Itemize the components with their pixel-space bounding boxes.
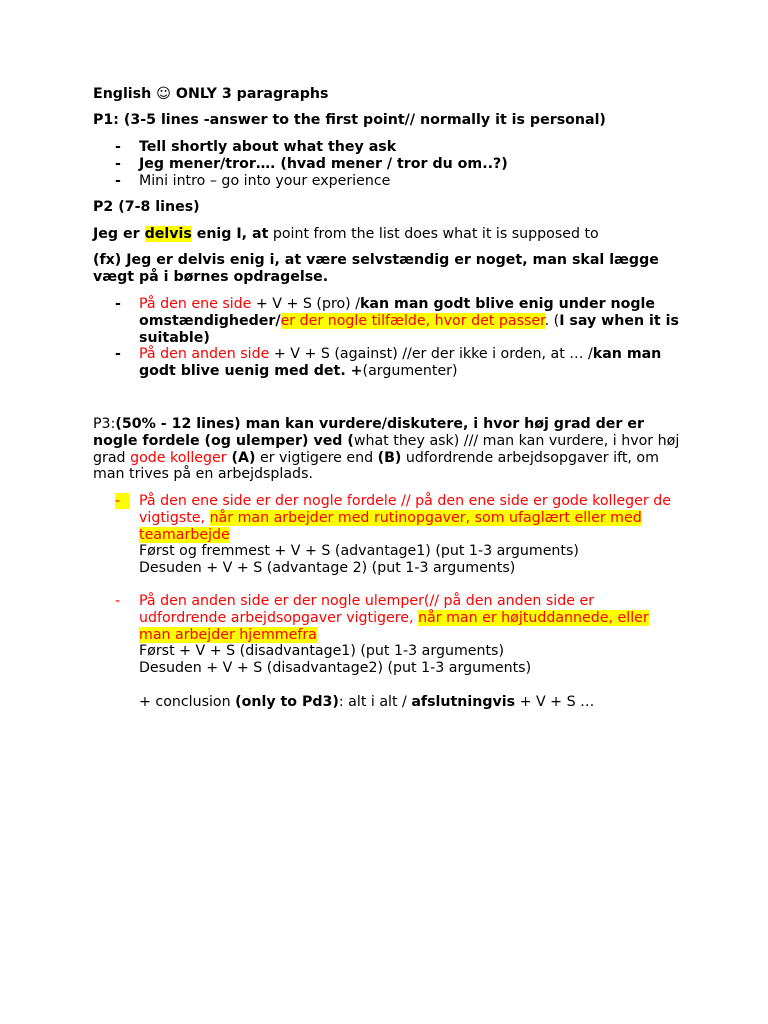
p3-bullet-1-highlight: når man arbejder med rutinopgaver, som ufaglært eller med teamarbejde [139, 509, 642, 543]
p3-bullet-2-highlight: når man er højtuddannede, eller man arbejder hjemmefra [139, 609, 649, 643]
p1-bullet-2-text: Jeg mener/tror…. (hvad mener / tror du om..?) [139, 156, 508, 172]
p3-intro-a: (A) [226, 449, 256, 466]
document-title: English ☺ ONLY 3 paragraphs [93, 86, 329, 102]
bullet-marker [115, 493, 139, 510]
conclusion-plain: + conclusion [139, 694, 236, 710]
p2-bullet-1-bold-2: I say when it is suitable) [139, 312, 679, 346]
p2-statement-start: Jeg er [93, 226, 145, 242]
p3-intro [93, 416, 683, 483]
p3-bullet-1-red: På den ene side er der nogle fordele // på den ene side er gode kolleger de vigtigste, [139, 493, 671, 526]
p2-bullet-2 [93, 346, 683, 380]
p3-intro-plain-2: er vigtigere end [255, 449, 378, 466]
bullet-marker: - [115, 593, 121, 609]
conclusion-plain-3: + V + S … [515, 694, 595, 710]
conclusion-plain-2: : alt i alt / [338, 694, 412, 710]
p3-bullet-1-line-3: Desuden + V + S (advantage 2) (put 1-3 arguments) [139, 560, 516, 577]
p2-bullet-1-plain: + V + S (pro) / [251, 296, 360, 312]
p3-bullet-1 [93, 493, 683, 577]
bullet-marker: - [115, 173, 121, 189]
p3-intro-bold: (50% - 12 lines) man kan vurdere/diskutere, i hvor høj grad der er nogle fordele (og ulemper) ved ( [93, 416, 644, 449]
p2-statement-end: point from the list does what it is supposed to [268, 226, 599, 242]
p3-bullet-2-line-3: Desuden + V + S (disadvantage2) (put 1-3 arguments) [139, 660, 532, 677]
bullet-marker: - [115, 346, 121, 362]
bullet-marker-highlight: - [115, 493, 130, 509]
p2-bullet-2-bold: kan man godt blive uenig med det. + [139, 346, 662, 379]
p1-bullet-1 [93, 139, 683, 156]
bullet-marker: - [115, 296, 121, 312]
p2-bullet-2-plain: + V + S (against) //er der ikke i orden, at … / [269, 346, 593, 362]
p3-label: P3: [93, 416, 116, 432]
p2-bullet-2-plain-2: (argumenter) [362, 362, 458, 379]
p3-bullet-2-line-2: Først + V + S (disadvantage1) (put 1-3 arguments) [139, 643, 504, 660]
bullet-marker: - [115, 156, 121, 172]
p2-bullet-2-text [139, 346, 683, 380]
p1-bullet-2 [93, 156, 683, 173]
p2-statement [93, 226, 683, 243]
p2-bullet-1-bold: kan man godt blive enig under nogle omstændigheder/ [139, 296, 656, 329]
p2-bullet-1 [93, 296, 683, 346]
p3-conclusion-text [139, 694, 683, 711]
p3-intro-red: gode kolleger [130, 449, 227, 466]
p2-bullet-1-red: På den ene side [139, 296, 252, 312]
p3-intro-b: (B) [377, 449, 402, 466]
p3-bullet-2-text [139, 593, 683, 677]
p3-bullet-2 [93, 593, 683, 677]
p2-statement-mid: enig I, at [191, 226, 269, 242]
p2-bullet-1-text [139, 296, 683, 346]
p3-intro-plain: what they ask) /// man kan vurdere, i hvor høj grad [93, 432, 680, 466]
conclusion-bold: (only to Pd3) [235, 694, 339, 710]
conclusion-bold-2: afslutningvis [411, 694, 516, 710]
p3-bullet-1-line-2: Først og fremmest + V + S (advantage1) (put 1-3 arguments) [139, 543, 579, 560]
p3-intro-plain-3: udfordrende arbejdsopgaver ift, om man trives på en arbejdsplads. [93, 449, 659, 483]
p1-bullet-3-text: Mini intro – go into your experience [139, 173, 391, 189]
p3-conclusion [93, 694, 683, 711]
p2-bullet-2-red: På den anden side [139, 346, 270, 362]
p2-bullet-1-plain-2: . ( [544, 312, 560, 329]
p3-bullet-2-red: På den anden side er der nogle ulemper(// på den anden side er udfordrende arbejdsopgaver vigtigere, [139, 593, 595, 626]
p2-example: (fx) Jeg er delvis enig i, at være selvstændig er noget, man skal lægge vægt på i børnes opdragelse. [93, 252, 659, 285]
p2-heading: P2 (7-8 lines) [93, 199, 200, 215]
p1-bullet-1-text: Tell shortly about what they ask [139, 139, 397, 155]
p1-bullet-3 [93, 173, 683, 190]
bullet-marker: - [115, 139, 121, 155]
p2-statement-highlight: delvis [144, 226, 192, 242]
p1-heading: P1: (3-5 lines -answer to the first point// normally it is personal) [93, 112, 606, 128]
p3-bullet-1-text [139, 493, 683, 577]
p2-bullet-1-highlight: er der nogle tilfælde, hvor det passer [280, 312, 545, 329]
